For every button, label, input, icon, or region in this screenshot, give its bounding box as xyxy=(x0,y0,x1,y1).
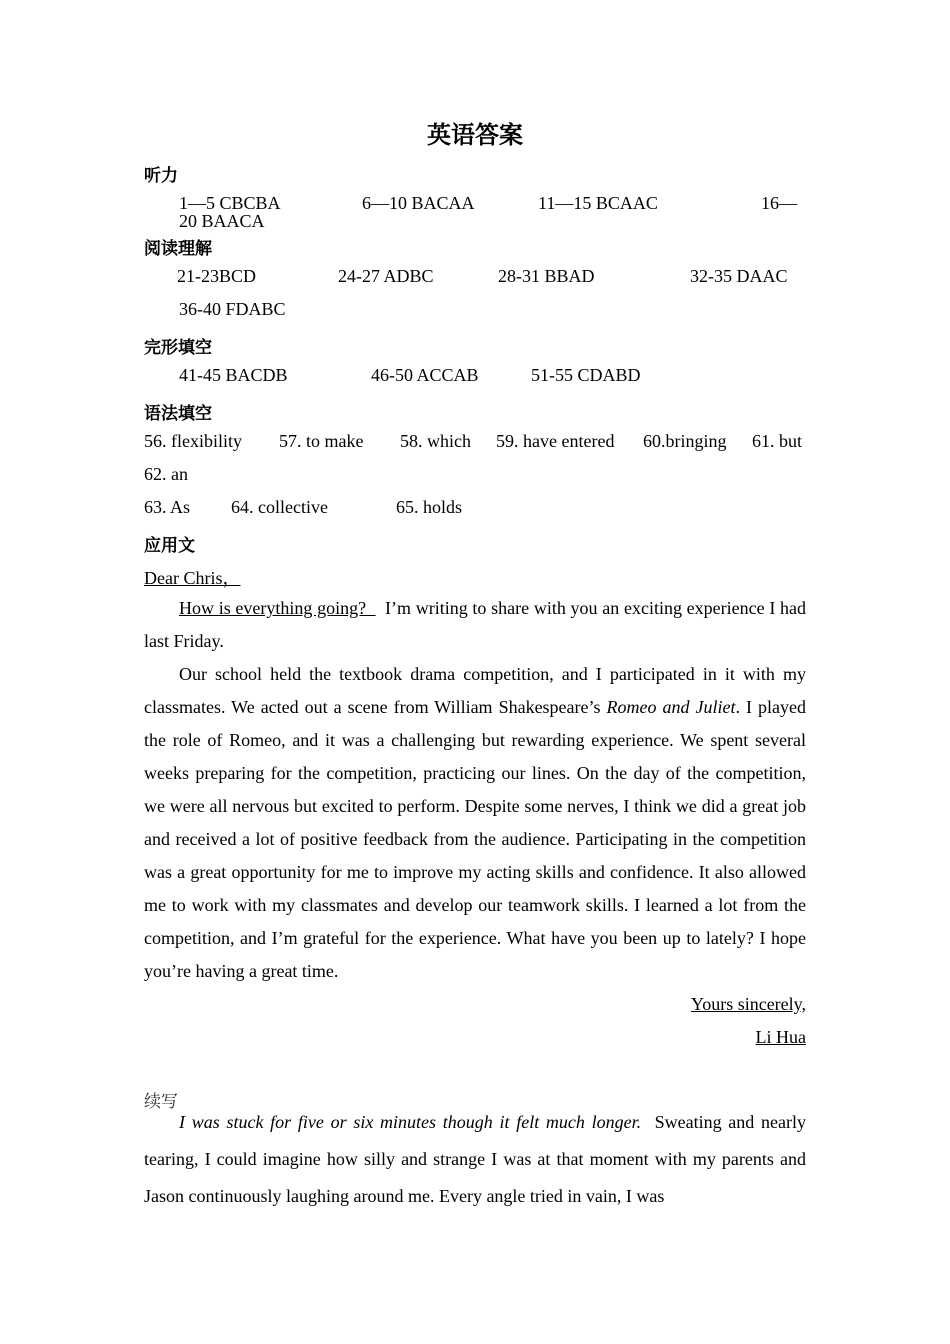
continuation-heading: 续写 xyxy=(144,1092,178,1112)
letter-paragraph-1-text: I’m writing to share with you an exciting experience I had last Friday. xyxy=(144,598,807,651)
listening-answer-4: 20 BAACA xyxy=(179,211,265,231)
writing-heading: 应用文 xyxy=(144,536,195,556)
letter-paragraph-1 xyxy=(144,592,806,658)
cloze-answer-3: 51-55 CDABD xyxy=(531,365,641,385)
page-title: 英语答案 xyxy=(427,121,523,149)
grammar-answer-62: 62. an xyxy=(144,464,188,484)
cloze-answer-1: 41-45 BACDB xyxy=(179,365,288,385)
grammar-answer-57: 57. to make xyxy=(279,431,364,451)
letter-opening: How is everything going? xyxy=(179,598,367,618)
reading-answer-5: 36-40 FDABC xyxy=(179,299,286,319)
reading-answer-3: 28-31 BBAD xyxy=(498,266,595,286)
grammar-answer-65: 65. holds xyxy=(396,497,463,517)
letter-signature: Li Hua xyxy=(755,1027,806,1047)
listening-heading: 听力 xyxy=(144,166,178,186)
listening-answer-4-prefix: 16— xyxy=(761,193,797,213)
cloze-heading: 完形填空 xyxy=(144,338,212,358)
letter-paragraph-2-text-b: . I played the role of Romeo, and it was a challenging but rewarding experience. We spent several weeks preparing for the competition, practicing our lines. On the day of the competition, we were all nervous but excited to perform. Despite some nerves, I think we did a great job and received a lot of positive feedback from the audience. Participating in the competition was a great opportunity for me to improve my acting skills and confidence. It also allowed me to work with my classmates and develop our teamwork skills. I learned a lot from the competition, and I’m grateful for the experience. What have you been up to lately? I hope you’re having a great time. xyxy=(144,697,806,981)
letter-paragraph-2-text-a: Our school held the textbook drama competition, and I participated in it with my classmates. We acted out a scene from William Shakespeare’s xyxy=(144,664,806,717)
grammar-answer-60: 60.bringing xyxy=(643,431,727,451)
listening-answer-1: 1—5 CBCBA xyxy=(179,193,281,213)
grammar-answer-63: 63. As xyxy=(144,497,191,517)
continuation-opening: I was stuck for five or six minutes though it felt much longer. xyxy=(179,1112,642,1132)
cloze-answer-2: 46-50 ACCAB xyxy=(371,365,479,385)
grammar-answer-56: 56. flexibility xyxy=(144,431,242,451)
letter-salutation: Dear Chris， xyxy=(144,568,241,588)
reading-heading: 阅读理解 xyxy=(144,239,212,259)
reading-answer-2: 24-27 ADBC xyxy=(338,266,434,286)
listening-answer-3: 11—15 BCAAC xyxy=(538,193,658,213)
grammar-answer-58: 58. which xyxy=(400,431,471,451)
letter-closing: Yours sincerely, xyxy=(691,994,806,1014)
grammar-answer-64: 64. collective xyxy=(231,497,328,517)
reading-answer-1: 21-23BCD xyxy=(177,266,257,286)
play-title: Romeo and Juliet xyxy=(606,697,736,717)
grammar-heading: 语法填空 xyxy=(144,404,212,424)
letter-paragraph-2 xyxy=(144,658,806,988)
listening-answer-2: 6—10 BACAA xyxy=(362,193,475,213)
continuation-text: Sweating and nearly tearing, I could imagine how silly and strange I was at that moment with my parents and Jason continuously laughing around me. Every angle tried in vain, I was xyxy=(144,1112,806,1206)
grammar-answer-59: 59. have entered xyxy=(496,431,615,451)
grammar-answer-61: 61. but xyxy=(752,431,803,451)
reading-answer-4: 32-35 DAAC xyxy=(690,266,788,286)
continuation-paragraph xyxy=(144,1104,806,1215)
